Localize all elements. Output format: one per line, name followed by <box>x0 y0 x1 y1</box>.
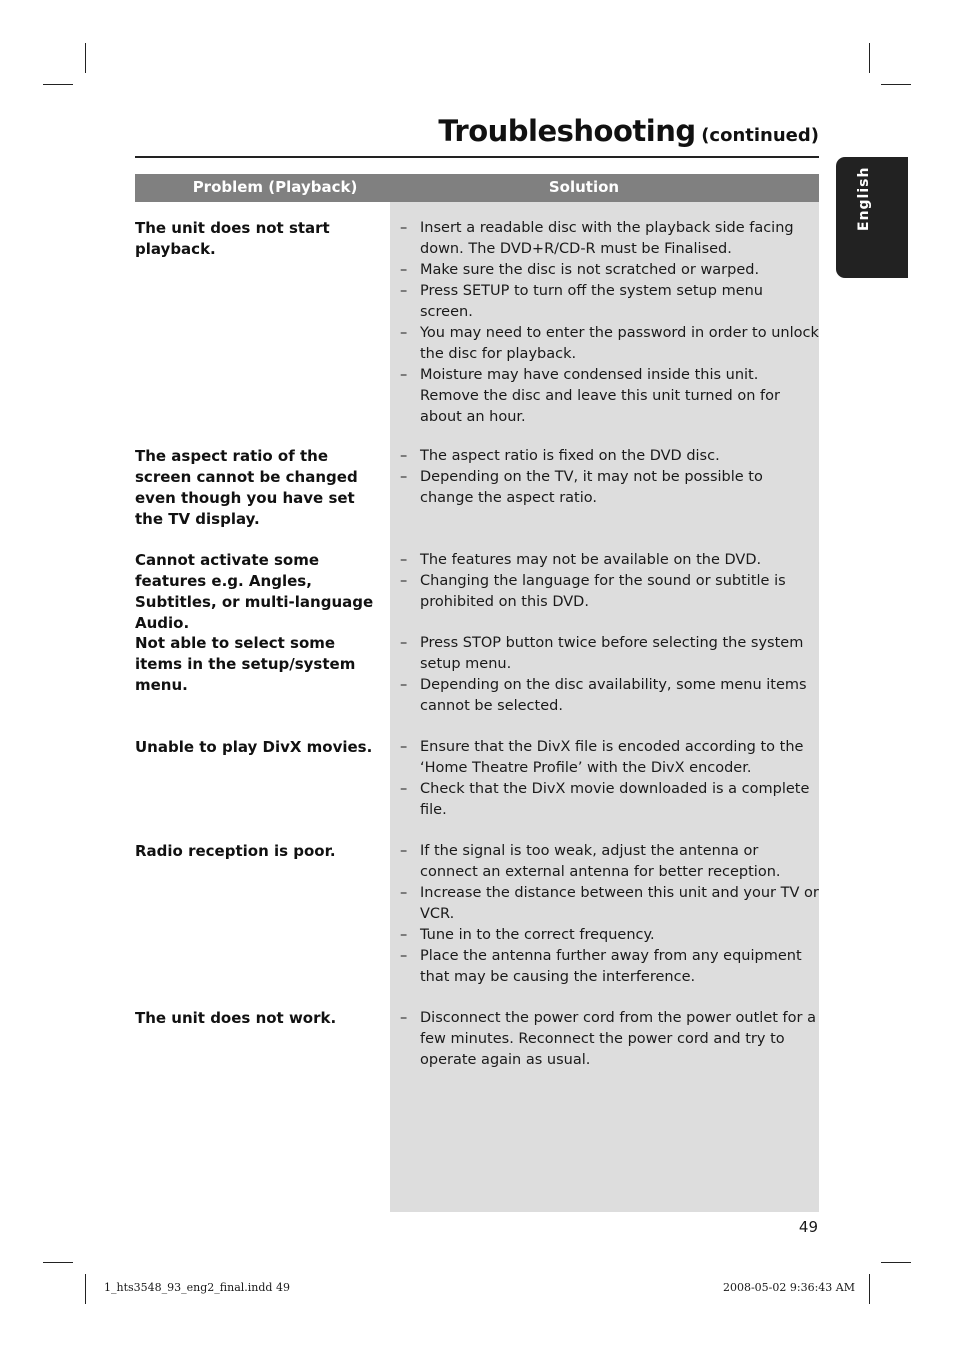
solution-item <box>400 633 819 675</box>
dash-bullet: – <box>400 843 408 859</box>
solution-item <box>400 675 819 717</box>
solution-text: Insert a readable disc with the playback side facing down. The DVD+R/CD-R must be Finalised. <box>420 220 794 257</box>
solution-item <box>400 883 819 925</box>
dash-bullet: – <box>400 262 408 278</box>
dash-bullet: – <box>400 1010 408 1026</box>
dash-bullet: – <box>400 927 408 943</box>
solution-item <box>400 925 819 946</box>
crop-mark <box>43 1262 73 1263</box>
solution-text: Tune in to the correct frequency. <box>420 927 655 943</box>
solution-text: The features may not be available on the DVD. <box>420 552 762 568</box>
solution-list <box>400 218 819 428</box>
crop-mark <box>881 1262 911 1263</box>
solution-list <box>400 446 819 509</box>
dash-bullet: – <box>400 325 408 341</box>
crop-mark <box>43 84 73 85</box>
dash-bullet: – <box>400 573 408 589</box>
solution-text: Check that the DivX movie downloaded is a complete file. <box>420 781 810 818</box>
solution-item <box>400 365 819 428</box>
solution-list <box>400 633 819 717</box>
solution-text: Depending on the disc availability, some menu items cannot be selected. <box>420 677 807 714</box>
problem-text: Unable to play DivX movies. <box>135 738 373 756</box>
solution-item <box>400 550 819 571</box>
page-title-text: Troubleshooting <box>438 114 696 148</box>
dash-bullet: – <box>400 220 408 236</box>
crop-mark <box>881 84 911 85</box>
dash-bullet: – <box>400 781 408 797</box>
solution-text: Place the antenna further away from any equipment that may be causing the interference. <box>420 948 802 985</box>
page-title-suffix: (continued) <box>701 125 819 146</box>
solution-item <box>400 281 819 323</box>
solution-item <box>400 946 819 988</box>
crop-mark <box>85 1274 86 1304</box>
dash-bullet: – <box>400 635 408 651</box>
problem-text: The unit does not work. <box>135 1009 337 1027</box>
crop-mark <box>869 43 870 73</box>
table-header <box>135 174 819 202</box>
solution-item <box>400 446 819 467</box>
solution-list <box>400 550 819 613</box>
solution-item <box>400 841 819 883</box>
page-number: 49 <box>798 1218 818 1236</box>
solution-text: Increase the distance between this unit and your TV or VCR. <box>420 885 819 922</box>
solution-list <box>400 737 819 821</box>
dash-bullet: – <box>400 677 408 693</box>
solution-text: Moisture may have condensed inside this unit. Remove the disc and leave this unit turned on for about an hour. <box>420 367 780 425</box>
solution-item <box>400 260 819 281</box>
solution-text: If the signal is too weak, adjust the antenna or connect an external antenna for better reception. <box>420 843 781 880</box>
dash-bullet: – <box>400 367 408 383</box>
page-title <box>438 114 819 148</box>
solution-text: Depending on the TV, it may not be possible to change the aspect ratio. <box>420 469 763 506</box>
problem-text: The aspect ratio of the screen cannot be changed even though you have set the TV display. <box>135 447 358 528</box>
dash-bullet: – <box>400 469 408 485</box>
solution-item <box>400 779 819 821</box>
solution-item <box>400 323 819 365</box>
footer-file-name: 1_hts3548_93_eng2_final.indd 49 <box>104 1281 290 1294</box>
problem-text: The unit does not start playback. <box>135 219 330 258</box>
solution-list <box>400 1008 819 1071</box>
dash-bullet: – <box>400 885 408 901</box>
solution-item <box>400 1008 819 1071</box>
solution-text: You may need to enter the password in order to unlock the disc for playback. <box>420 325 819 362</box>
solution-list <box>400 841 819 988</box>
dash-bullet: – <box>400 739 408 755</box>
solution-text: The aspect ratio is fixed on the DVD disc. <box>420 448 720 464</box>
solution-text: Make sure the disc is not scratched or warped. <box>420 262 760 278</box>
solution-text: Press STOP button twice before selecting the system setup menu. <box>420 635 804 672</box>
solution-text: Disconnect the power cord from the power outlet for a few minutes. Reconnect the power cord and try to operate again as usual. <box>420 1010 816 1068</box>
footer-timestamp: 2008-05-02 9:36:43 AM <box>722 1281 855 1294</box>
language-tab-label: English <box>856 166 872 231</box>
crop-mark <box>869 1274 870 1304</box>
title-rule <box>135 156 819 158</box>
dash-bullet: – <box>400 283 408 299</box>
problem-text: Cannot activate some features e.g. Angles, Subtitles, or multi-language Audio. <box>135 551 374 632</box>
solution-text: Ensure that the DivX file is encoded according to the ‘Home Theatre Profile’ with the DivX encoder. <box>420 739 804 776</box>
solution-item <box>400 737 819 779</box>
crop-mark <box>85 43 86 73</box>
dash-bullet: – <box>400 448 408 464</box>
problem-text: Radio reception is poor. <box>135 842 336 860</box>
language-tab <box>836 157 908 278</box>
problem-text: Not able to select some items in the setup/system menu. <box>135 634 356 694</box>
solution-item <box>400 467 819 509</box>
solution-text: Press SETUP to turn off the system setup menu screen. <box>420 283 764 320</box>
solution-item <box>400 218 819 260</box>
header-solution: Solution <box>548 178 620 196</box>
header-problem: Problem (Playback) <box>192 178 358 196</box>
dash-bullet: – <box>400 948 408 964</box>
solution-item <box>400 571 819 613</box>
solution-text: Changing the language for the sound or subtitle is prohibited on this DVD. <box>420 573 786 610</box>
dash-bullet: – <box>400 552 408 568</box>
